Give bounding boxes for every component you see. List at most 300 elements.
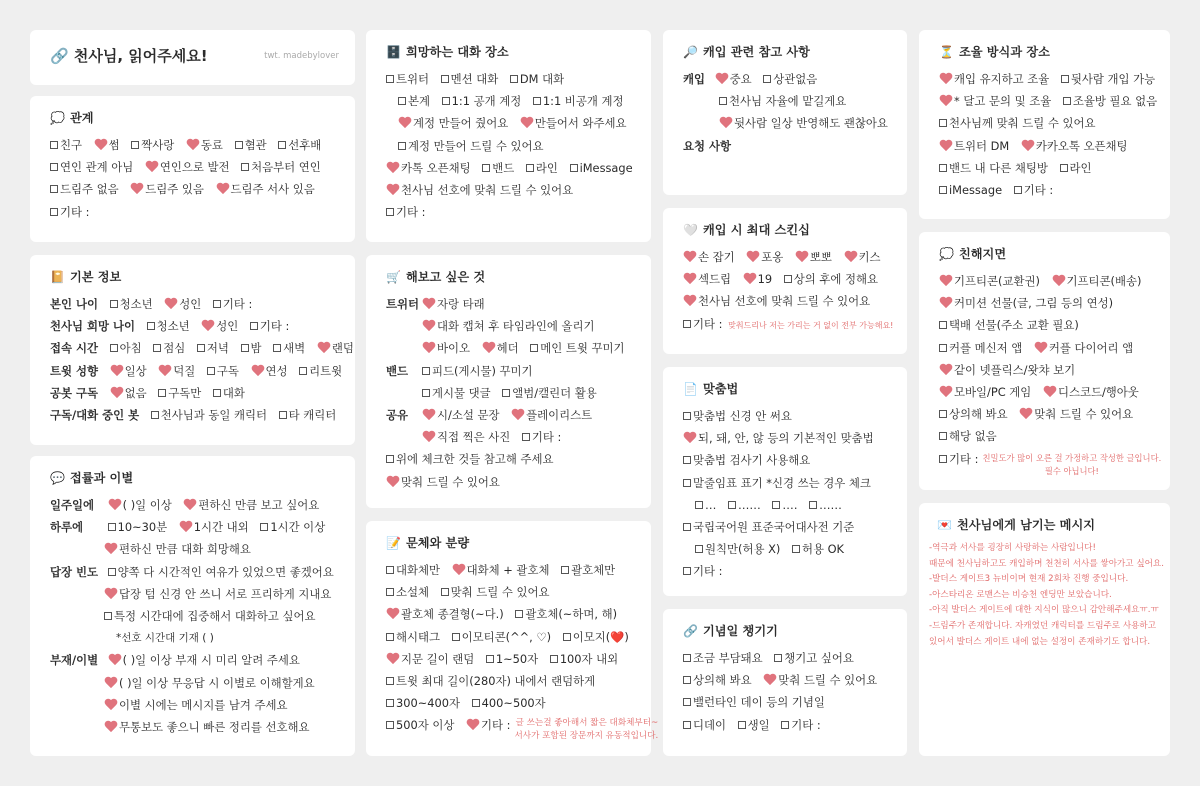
option-label: 친구	[60, 138, 83, 152]
checkbox[interactable]	[158, 389, 166, 397]
checkbox[interactable]	[273, 344, 281, 352]
heart-icon	[482, 342, 496, 353]
option-label: 동료	[200, 138, 223, 152]
option-label: 맞춰 드릴 수 있어요	[1034, 407, 1134, 422]
checkbox[interactable]	[1014, 186, 1022, 194]
checkbox[interactable]	[939, 119, 947, 127]
option-label: 본계	[408, 94, 431, 109]
option-label: 커미션 선물(글, 그림 등의 연성)	[954, 296, 1114, 311]
checkbox[interactable]	[683, 412, 691, 420]
cart-icon: 🛒	[386, 270, 401, 284]
option-row	[50, 360, 343, 382]
checkbox[interactable]	[442, 97, 450, 105]
checkbox[interactable]	[784, 275, 792, 283]
heart-icon	[317, 342, 331, 353]
section-title: 관계	[70, 111, 94, 125]
checkbox[interactable]	[422, 389, 430, 397]
option-row	[939, 292, 1154, 314]
checkbox[interactable]	[260, 523, 268, 531]
checkbox[interactable]	[939, 344, 947, 352]
checkbox[interactable]	[50, 185, 58, 193]
heart-icon	[939, 297, 953, 308]
checkbox[interactable]	[110, 300, 118, 308]
heart-icon	[183, 499, 197, 510]
option-label: 처음부터 연인	[251, 160, 321, 175]
checkbox[interactable]	[792, 545, 800, 553]
section-title: 접률과 이별	[70, 471, 134, 485]
option-row	[683, 647, 891, 669]
skin-note: 맞춰드리나 저는 가리는 거 없이 전부 가능해요!	[728, 320, 894, 330]
checkbox[interactable]	[728, 501, 736, 509]
card-header	[683, 42, 891, 62]
option-label: 성인	[179, 297, 202, 311]
field-label: 부재/이별	[50, 653, 99, 668]
option-row	[50, 134, 339, 156]
heart-icon	[386, 476, 400, 487]
option-row	[386, 648, 635, 670]
option-row	[683, 538, 891, 560]
option-row	[50, 178, 339, 200]
section-title: 기념일 챙기기	[703, 624, 778, 638]
message-line: -발더스 게이트3 뉴비이며 현재 2회차 진행 중입니다.	[929, 574, 1129, 585]
checkbox[interactable]	[299, 367, 307, 375]
option-label: 상관없음	[773, 72, 818, 86]
option-label: 10~30분	[117, 520, 168, 535]
option-label: 해시태그	[396, 629, 441, 644]
option-label: 상의해 봐요	[693, 673, 752, 688]
checkbox[interactable]	[153, 344, 161, 352]
message-line: 때문에 천사님하고도 캐입하며 천천히 서사를 쌓아가고 싶어요.	[929, 558, 1164, 569]
section-title: 천사님에게 남기는 메시지	[957, 518, 1095, 532]
option-row	[386, 315, 635, 337]
tune-card	[919, 30, 1170, 219]
checkbox[interactable]	[441, 75, 449, 83]
checkbox[interactable]	[278, 141, 286, 149]
checkbox[interactable]	[1060, 164, 1068, 172]
checkbox[interactable]	[482, 164, 490, 172]
option-label: 300~400자	[396, 696, 461, 711]
card-header	[683, 379, 891, 399]
field-label: 접속 시간	[50, 341, 98, 356]
option-label: 특정 시간대에 집중해서 대화하고 싶어요	[114, 609, 316, 624]
heart-icon	[422, 342, 436, 353]
checkbox[interactable]	[533, 97, 541, 105]
card-header	[683, 621, 891, 641]
option-label: 기프티콘(배송)	[1066, 274, 1142, 288]
field-label: 일주일에	[50, 498, 95, 512]
checkbox[interactable]	[110, 344, 118, 352]
option-label: 라인	[1069, 160, 1092, 175]
option-label: 모바일/PC 게임	[954, 385, 1032, 400]
option-row	[683, 112, 891, 134]
option-label: 아침	[119, 341, 142, 356]
option-label: 편하신 만큼 대화 희망해요	[119, 542, 251, 557]
contact-card	[30, 456, 355, 756]
checkbox[interactable]	[809, 501, 817, 509]
checkbox[interactable]	[1063, 97, 1071, 105]
checkbox[interactable]	[939, 410, 947, 418]
checkbox[interactable]	[683, 320, 691, 328]
heart-icon	[939, 386, 953, 397]
message-card	[919, 503, 1170, 756]
option-label: 되, 돼, 안, 않 등의 기본적인 맞춤법	[698, 431, 874, 446]
option-label: 짝사랑	[141, 138, 175, 152]
option-label: 청소년	[119, 297, 153, 311]
field-label: 트윗 성향	[50, 363, 98, 378]
option-label: 커플 다이어리 앱	[1048, 340, 1134, 355]
option-label: 기타 :	[481, 718, 511, 733]
link-icon: 🔗	[683, 624, 698, 638]
section-title: 조율 방식과 장소	[959, 45, 1050, 59]
checkbox[interactable]	[386, 75, 394, 83]
option-label: 400~500자	[481, 696, 546, 711]
option-row	[50, 494, 339, 516]
option-row	[386, 471, 635, 493]
option-label: 양쪽 다 시간적인 여유가 있었으면 좋겠어요	[117, 564, 334, 579]
checkbox[interactable]	[683, 567, 691, 575]
option-label: 택배 선물(주소 교환 필요)	[949, 318, 1079, 333]
checkbox[interactable]	[683, 479, 691, 487]
checkbox[interactable]	[104, 612, 112, 620]
checkbox[interactable]	[50, 163, 58, 171]
option-row	[683, 427, 891, 449]
option-row	[939, 90, 1158, 112]
option-row	[386, 404, 635, 426]
heart-icon	[466, 719, 480, 730]
checkbox[interactable]	[472, 699, 480, 707]
message-line: -아스타리온 로맨스는 비승천 엔딩만 보았습니다.	[929, 589, 1112, 600]
card-header	[683, 220, 891, 240]
checkbox[interactable]	[241, 163, 249, 171]
option-row	[386, 337, 635, 359]
heart-icon	[104, 721, 118, 732]
option-label: 소설체	[396, 585, 430, 600]
heart-icon	[94, 139, 108, 150]
place-card	[366, 30, 651, 242]
section-title: 친해지면	[959, 247, 1007, 261]
option-label: 트윗 최대 길이(280자) 내에서 랜덤하게	[396, 674, 596, 689]
option-row	[939, 112, 1154, 134]
skin-card	[663, 208, 907, 354]
heart-icon	[422, 431, 436, 442]
option-label: 손 잡기	[698, 250, 735, 264]
heart-icon	[104, 543, 118, 554]
card-header	[50, 267, 339, 287]
checkbox[interactable]	[147, 322, 155, 330]
option-label: 조금 부담돼요	[693, 651, 763, 665]
checkbox[interactable]	[774, 654, 782, 662]
checkbox[interactable]	[719, 97, 727, 105]
option-label: * 달고 문의 및 조율	[954, 94, 1052, 109]
option-label: 바이오	[437, 341, 471, 356]
option-label: 캐입 유지하고 조율	[954, 72, 1050, 86]
checkbox[interactable]	[398, 97, 406, 105]
checkbox[interactable]	[386, 633, 394, 641]
checkbox[interactable]	[50, 208, 58, 216]
section-title: 맞춤법	[703, 382, 739, 396]
option-label: 리트윗	[309, 363, 343, 378]
heart-icon	[683, 432, 697, 443]
option-row	[50, 561, 339, 583]
heart-icon	[520, 117, 534, 128]
checkbox[interactable]	[522, 433, 530, 441]
option-label: 챙기고 싶어요	[784, 651, 854, 665]
heart-icon	[422, 320, 436, 331]
heart-icon	[1034, 342, 1048, 353]
option-label: 선후배	[288, 138, 322, 152]
heart-icon	[110, 365, 124, 376]
checkbox[interactable]	[763, 75, 771, 83]
option-row	[386, 426, 635, 448]
option-label: 중요	[729, 72, 752, 86]
checkbox[interactable]	[939, 432, 947, 440]
option-label: 밴드 내 다른 채팅방	[949, 160, 1048, 175]
field-label: 답장 빈도	[50, 564, 98, 579]
heart-icon	[511, 409, 525, 420]
option-row	[50, 516, 339, 538]
checkbox[interactable]	[515, 610, 523, 618]
checkbox[interactable]	[452, 633, 460, 641]
option-row	[939, 68, 1154, 90]
checkbox[interactable]	[502, 389, 510, 397]
option-label: 섹드립	[698, 272, 732, 287]
heart-icon	[939, 73, 953, 84]
option-row	[386, 201, 635, 223]
option-row	[50, 382, 339, 404]
heart-icon	[164, 298, 178, 309]
option-label: 피드(게시물) 꾸미기	[432, 363, 533, 378]
checkbox[interactable]	[695, 501, 703, 509]
option-row	[386, 157, 635, 179]
option-row	[386, 179, 635, 201]
checkbox[interactable]	[197, 344, 205, 352]
checkbox[interactable]	[241, 344, 249, 352]
page-title: 🔗 천사님, 읽어주세요!	[50, 47, 208, 65]
option-row	[683, 68, 891, 90]
card-header	[386, 533, 635, 553]
option-row	[683, 516, 891, 538]
checkbox[interactable]	[398, 142, 406, 150]
checkbox[interactable]	[207, 367, 215, 375]
checkbox[interactable]	[781, 721, 789, 729]
checkbox[interactable]	[510, 75, 518, 83]
white-heart-icon: 🤍	[683, 223, 698, 237]
checkbox[interactable]	[561, 566, 569, 574]
basic-info-card	[30, 255, 355, 445]
option-label: 대화	[222, 385, 245, 400]
option-label: 1시간 이상	[270, 520, 326, 535]
option-label: 천사님 선호에 맞춰 드릴 수 있어요	[401, 183, 574, 198]
page-icon: 📄	[683, 382, 698, 396]
credit: twt. madebylover	[264, 51, 339, 61]
heart-icon	[1052, 275, 1066, 286]
option-row	[386, 626, 635, 648]
field-label: 밴드	[386, 363, 409, 378]
checkbox[interactable]	[386, 677, 394, 685]
checkbox[interactable]	[570, 164, 578, 172]
heart-icon	[795, 251, 809, 262]
section-title: 문체와 분량	[406, 536, 470, 550]
checkbox[interactable]	[486, 655, 494, 663]
option-row	[939, 381, 1154, 403]
section-title: 희망하는 대화 장소	[406, 45, 509, 59]
checkbox[interactable]	[683, 721, 691, 729]
option-row	[683, 268, 891, 290]
checkbox[interactable]	[738, 721, 746, 729]
option-label: ( )일 이상	[122, 498, 172, 512]
option-label: 계정 만들어 줬어요	[413, 116, 509, 131]
checkbox[interactable]	[939, 164, 947, 172]
option-row	[939, 135, 1154, 157]
checkbox[interactable]	[386, 699, 394, 707]
field-label: 본인 나이	[50, 297, 98, 311]
checkbox[interactable]	[683, 676, 691, 684]
field-label: 공유	[386, 408, 409, 423]
checkbox[interactable]	[683, 523, 691, 531]
option-label: ……	[819, 497, 842, 512]
checkbox[interactable]	[441, 588, 449, 596]
option-row	[386, 382, 635, 404]
option-label: 메인 트윗 꾸미기	[540, 341, 625, 356]
option-label: 원칙만(허용 X)	[705, 542, 781, 557]
option-label: 포옹	[761, 250, 784, 264]
heart-icon	[719, 117, 733, 128]
option-row	[939, 179, 1154, 201]
checkbox[interactable]	[939, 321, 947, 329]
option-label: 게시물 댓글	[432, 385, 491, 400]
checkbox[interactable]	[151, 411, 159, 419]
option-label: 천사님께 맞춰 드릴 수 있어요	[949, 116, 1096, 131]
heart-icon	[186, 139, 200, 150]
notebook-icon: 📔	[50, 270, 65, 284]
checkbox[interactable]	[131, 141, 139, 149]
option-label: 성인	[216, 319, 239, 334]
close-note: 필수 아닙니다!	[1044, 465, 1099, 476]
magnifier-icon: 🔎	[683, 45, 698, 59]
option-label: 이별 시에는 메시지를 남겨 주세요	[119, 697, 288, 712]
close-note: 친밀도가 많이 오른 걸 가정하고 작성한 글입니다.	[982, 452, 1162, 463]
memo-icon: 📝	[386, 536, 401, 550]
option-label: 기타 :	[222, 297, 253, 311]
option-row	[683, 714, 891, 736]
option-label: ……	[738, 497, 761, 512]
checkbox[interactable]	[386, 721, 394, 729]
checkbox[interactable]	[213, 300, 221, 308]
checkbox[interactable]	[386, 588, 394, 596]
option-label: 해당 없음	[949, 429, 997, 444]
card-header	[50, 108, 339, 128]
option-row	[386, 670, 635, 692]
heart-icon	[201, 320, 215, 331]
heart-icon	[422, 409, 436, 420]
option-label: 조율방 필요 없음	[1072, 94, 1158, 109]
checkbox[interactable]	[386, 455, 394, 463]
option-label: 라인	[535, 160, 558, 175]
checkbox[interactable]	[386, 566, 394, 574]
field-label: 트위터	[386, 297, 420, 311]
checkbox[interactable]	[250, 322, 258, 330]
option-row	[683, 246, 891, 268]
checkbox[interactable]	[108, 523, 116, 531]
checkbox[interactable]	[695, 545, 703, 553]
option-row	[50, 315, 339, 337]
field-label: 캐입	[683, 72, 706, 86]
love-letter-icon: 💌	[937, 518, 952, 532]
option-label: 이모지(❤️)	[572, 629, 629, 644]
option-label: 기타 :	[259, 319, 290, 334]
option-label: 1~50자	[495, 651, 539, 666]
option-label: 만들어서 와주세요	[534, 116, 627, 131]
heart-icon	[422, 298, 436, 309]
checkbox[interactable]	[422, 367, 430, 375]
heart-icon	[386, 184, 400, 195]
checkbox[interactable]	[939, 186, 947, 194]
heart-icon	[683, 295, 697, 306]
checkbox[interactable]	[683, 654, 691, 662]
option-label: 국립국어원 표준국어대사전 기준	[693, 520, 855, 535]
heart-icon	[683, 251, 697, 262]
relation-card	[30, 96, 355, 242]
message-line: -역극과 서사를 굉장히 사랑하는 사람입니다!	[929, 543, 1096, 553]
checkbox[interactable]	[939, 455, 947, 463]
option-row	[50, 583, 339, 605]
option-label: 무통보도 좋으니 빠른 정리를 선호해요	[119, 720, 310, 735]
checkbox[interactable]	[279, 411, 287, 419]
option-label: 썸	[108, 138, 120, 152]
card-header	[939, 244, 1154, 264]
checkbox[interactable]	[526, 164, 534, 172]
checkbox[interactable]	[683, 698, 691, 706]
option-label: 말줄임표 표기 *신경 쓰는 경우 체크	[693, 475, 871, 490]
option-row	[939, 403, 1154, 425]
option-label: 19	[757, 272, 773, 287]
checkbox[interactable]	[772, 501, 780, 509]
heart-icon	[939, 95, 953, 106]
checkbox[interactable]	[50, 141, 58, 149]
option-row	[386, 448, 635, 470]
checkbox[interactable]	[563, 633, 571, 641]
heart-icon	[104, 699, 118, 710]
checkbox[interactable]	[386, 208, 394, 216]
option-label: 드림주 서사 있음	[230, 182, 315, 197]
checkbox[interactable]	[550, 655, 558, 663]
checkbox[interactable]	[213, 389, 221, 397]
checkbox[interactable]	[683, 456, 691, 464]
message-line: -드림주가 존재합니다. 자캐였던 캐릭터를 드림주로 사용하고	[929, 620, 1157, 631]
option-row	[683, 313, 894, 335]
checkbox[interactable]	[108, 568, 116, 576]
checkbox[interactable]	[235, 141, 243, 149]
option-label: 괄호체만	[571, 563, 616, 577]
heart-icon	[1019, 408, 1033, 419]
heart-icon	[386, 162, 400, 173]
heart-icon	[939, 364, 953, 375]
option-row	[386, 293, 635, 315]
heart-icon	[386, 653, 400, 664]
option-label: 커플 메신저 앱	[949, 340, 1023, 355]
option-label: 드림주 있음	[145, 182, 204, 197]
cameo-card	[663, 30, 907, 195]
option-label: 트위터	[396, 72, 430, 86]
option-label: 괄호체 종결형(~다.)	[401, 607, 504, 622]
card-header	[939, 42, 1154, 62]
heart-icon	[452, 564, 466, 575]
option-label: 천사님 선호에 맞춰 드릴 수 있어요	[698, 294, 871, 309]
checkbox[interactable]	[1061, 75, 1069, 83]
checkbox[interactable]	[530, 344, 538, 352]
option-label: 밤	[250, 341, 262, 356]
option-label: 플레이리스트	[526, 408, 593, 423]
